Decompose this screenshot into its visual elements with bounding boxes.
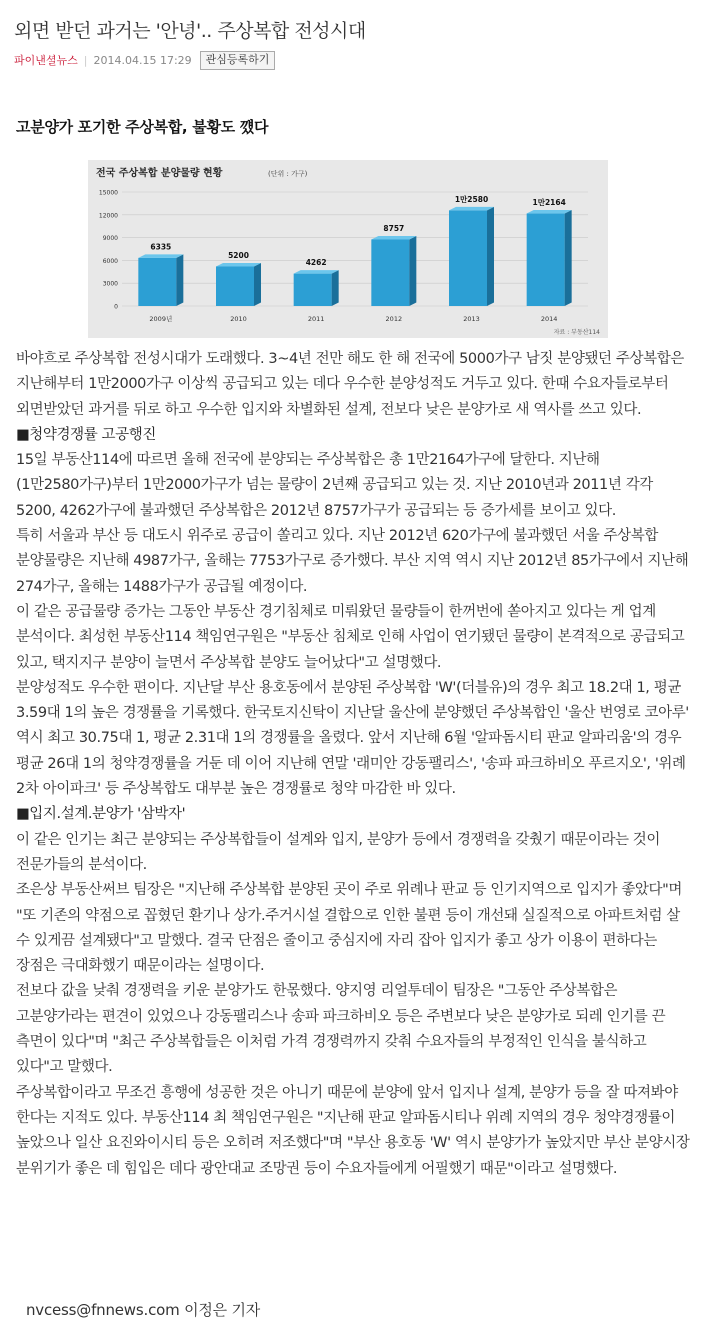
section-heading: ■청약경쟁률 고공행진 — [16, 426, 156, 443]
article-title: 외면 받던 과거는 '안녕'.. 주상복합 전성시대 — [14, 20, 366, 42]
bar-top — [216, 263, 261, 267]
article-header — [14, 18, 694, 70]
bar-front — [449, 210, 487, 306]
y-tick-label: 0 — [114, 303, 118, 311]
bar-top — [294, 270, 339, 274]
supply-chart — [88, 160, 608, 338]
section-heading: ■입지.설계.분양가 '삼박자' — [16, 806, 186, 823]
chart-svg — [88, 160, 608, 338]
paragraph: 15일 부동산114에 따르면 올해 전국에 분양되는 주상복합은 총 1만2164가구에 달한다. 지난해(1만2580가구)부터 1만2000가구가 넘는 물량이 2년째 공급되고 있는 것. 지난 2010년과 2011년 각각 5200, 4262가구에 불과했던 주상복합은 2012년 8757가구가 공급되는 등 증가세를 보이고 있다. — [16, 452, 653, 519]
bar-value-label: 8757 — [383, 223, 405, 233]
y-tick-label: 3000 — [102, 280, 118, 288]
paragraph: 조은상 부동산써브 팀장은 "지난해 주상복합 분양된 곳이 주로 위례나 판교 등 인기지역으로 입지가 좋았다"며 "또 기존의 약점으로 꼽혔던 환기나 상가.주거시설 결합으로 인한 불편 등이 개선돼 실질적으로 아파트처럼 살 수 있게끔 설계됐다"고 말했다. 결국 단점은 줄이고 중심지에 자리 잡아 입지가 좋고 상가 이용이 편하다는 장점은 극대화했기 때문이라는 설명이다. — [16, 882, 682, 975]
chart-unit: (단위 : 가구) — [268, 170, 308, 178]
x-tick-label: 2010 — [230, 315, 247, 323]
y-tick-label: 15000 — [98, 189, 118, 197]
bar-value-label: 4262 — [305, 258, 327, 268]
chart-source-note: 자료 : 부동산114 — [553, 329, 600, 336]
publish-date: 2014.04.15 17:29 — [93, 53, 192, 67]
chart-title: 전국 주상복합 분양물량 현황 — [96, 168, 223, 179]
article-meta — [14, 50, 694, 70]
bar-value-label: 1만2580 — [454, 194, 489, 204]
bar-value-label: 6335 — [150, 242, 172, 252]
bar-top — [138, 254, 183, 258]
bar-side — [332, 270, 339, 306]
bar-side — [565, 210, 572, 306]
bar-front — [371, 239, 409, 306]
article-body — [16, 347, 692, 1182]
bar-side — [487, 207, 494, 306]
source-link[interactable]: 파이낸셜뉴스 — [14, 54, 78, 67]
paragraph: 주상복합이라고 무조건 흥행에 성공한 것은 아니기 때문에 분양에 앞서 입지나 설계, 분양가 등을 잘 따져봐야 한다는 지적도 있다. 부동산114 최 책임연구원은 "지난해 판교 알파돔시티나 위례 지역의 경우 청약경쟁률이 높았으나 일산 요진와이시티 등은 오히려 저조했다"며 "부산 용호동 'W' 역시 분양가가 높았지만 부산 분양시장 분위기가 좋은 데 힘입은 데다 광안대교 조망권 등이 수요자들에게 어필했기 때문"이라고 설명했다. — [16, 1084, 690, 1177]
meta-divider: | — [83, 53, 88, 67]
bar-top — [527, 210, 572, 214]
paragraph: 특히 서울과 부산 등 대도시 위주로 공급이 쏠리고 있다. 지난 2012년 620가구에 불과했던 서울 주상복합 분양물량은 지난해 4987가구, 올해는 7753가구로 증가했다. 부산 지역 역시 지난 2012년 85가구에서 지난해 274가구, 올해는 1488가구가 공급될 예정이다. — [16, 528, 689, 595]
paragraph: 분양성적도 우수한 편이다. 지난달 부산 용호동에서 분양된 주상복합 'W'(더블유)의 경우 최고 18.2대 1, 평균 3.59대 1의 높은 경쟁률을 기록했다. 한국토지신탁이 지난달 울산에 분양했던 주상복합인 '울산 번영로 코아루' 역시 최고 30.75대 1, 평균 2.31대 1의 경쟁률을 올렸다. 앞서 지난해 6월 '알파돔시티 판교 알파리움'의 경우 평균 26대 1의 청약경쟁률을 거둔 데 이어 지난해 연말 '래미안 강동팰리스', '송파 파크하비오 푸르지오', '위례 2차 아이파크' 등 주상복합도 대부분 높은 경쟁률로 청약 마감한 바 있다. — [16, 679, 689, 798]
bar-side — [254, 263, 261, 306]
bar-front — [294, 274, 332, 306]
y-tick-label: 12000 — [98, 212, 118, 220]
register-interest-button[interactable]: 관심등록하기 — [200, 51, 276, 70]
paragraph: 이 같은 공급물량 증가는 그동안 부동산 경기침체로 미뤄왔던 물량들이 한꺼번에 쏟아지고 있다는 게 업계 분석이다. 최성헌 부동산114 책임연구원은 "부동산 침체로 인해 사업이 연기됐던 물량이 본격적으로 공급되고 있고, 택지지구 분양이 늘면서 주상복합 분양도 늘어났다"고 설명했다. — [16, 603, 685, 671]
bar-side — [176, 254, 183, 306]
paragraph: 전보다 값을 낮춰 경쟁력을 키운 분양가도 한몫했다. 양지영 리얼투데이 팀장은 "그동안 주상복합은 고분양가라는 편견이 있었으나 강동팰리스나 송파 파크하비오 등은 주변보다 낮은 분양가로 되레 인기를 끈 측면이 있다"며 "최근 주상복합들은 이처럼 가격 경쟁력까지 갖춰 수요자들의 부정적인 인식을 불식하고 있다"고 말했다. — [16, 983, 666, 1076]
x-tick-label: 2012 — [385, 315, 403, 323]
y-tick-label: 9000 — [102, 235, 118, 243]
bar-front — [527, 214, 565, 306]
x-tick-label: 2014 — [540, 315, 558, 323]
x-tick-label: 2009년 — [149, 315, 173, 323]
bar-value-label: 1만2164 — [532, 198, 566, 208]
byline[interactable]: nvcess@fnnews.com 이정은 기자 — [26, 1301, 261, 1319]
bar-value-label: 5200 — [228, 250, 249, 260]
paragraph: 이 같은 인기는 최근 분양되는 주상복합들이 설계와 입지, 분양가 등에서 경쟁력을 갖췄기 때문이라는 것이 전문가들의 분석이다. — [16, 831, 661, 873]
paragraph: 바야흐로 주상복합 전성시대가 도래했다. 3~4년 전만 해도 한 해 전국에 5000가구 남짓 분양됐던 주상복합은 지난해부터 1만2000가구 이상씩 공급되고 있는 데다 우수한 분양성적도 거두고 있다. 한때 수요자들로부터 외면받았던 과거를 뒤로 하고 우수한 입지와 차별화된 설계, 전보다 낮은 분양가로 새 역사를 쓰고 있다. — [16, 351, 684, 418]
bar-top — [371, 236, 416, 240]
bar-front — [138, 258, 176, 306]
bar-front — [216, 266, 254, 306]
x-tick-label: 2011 — [307, 315, 325, 323]
bar-top — [449, 207, 494, 211]
y-tick-label: 6000 — [102, 257, 118, 265]
bar-side — [409, 236, 416, 306]
article-subtitle: 고분양가 포기한 주상복합, 불황도 꺴다 — [16, 118, 269, 136]
x-tick-label: 2013 — [463, 315, 480, 323]
